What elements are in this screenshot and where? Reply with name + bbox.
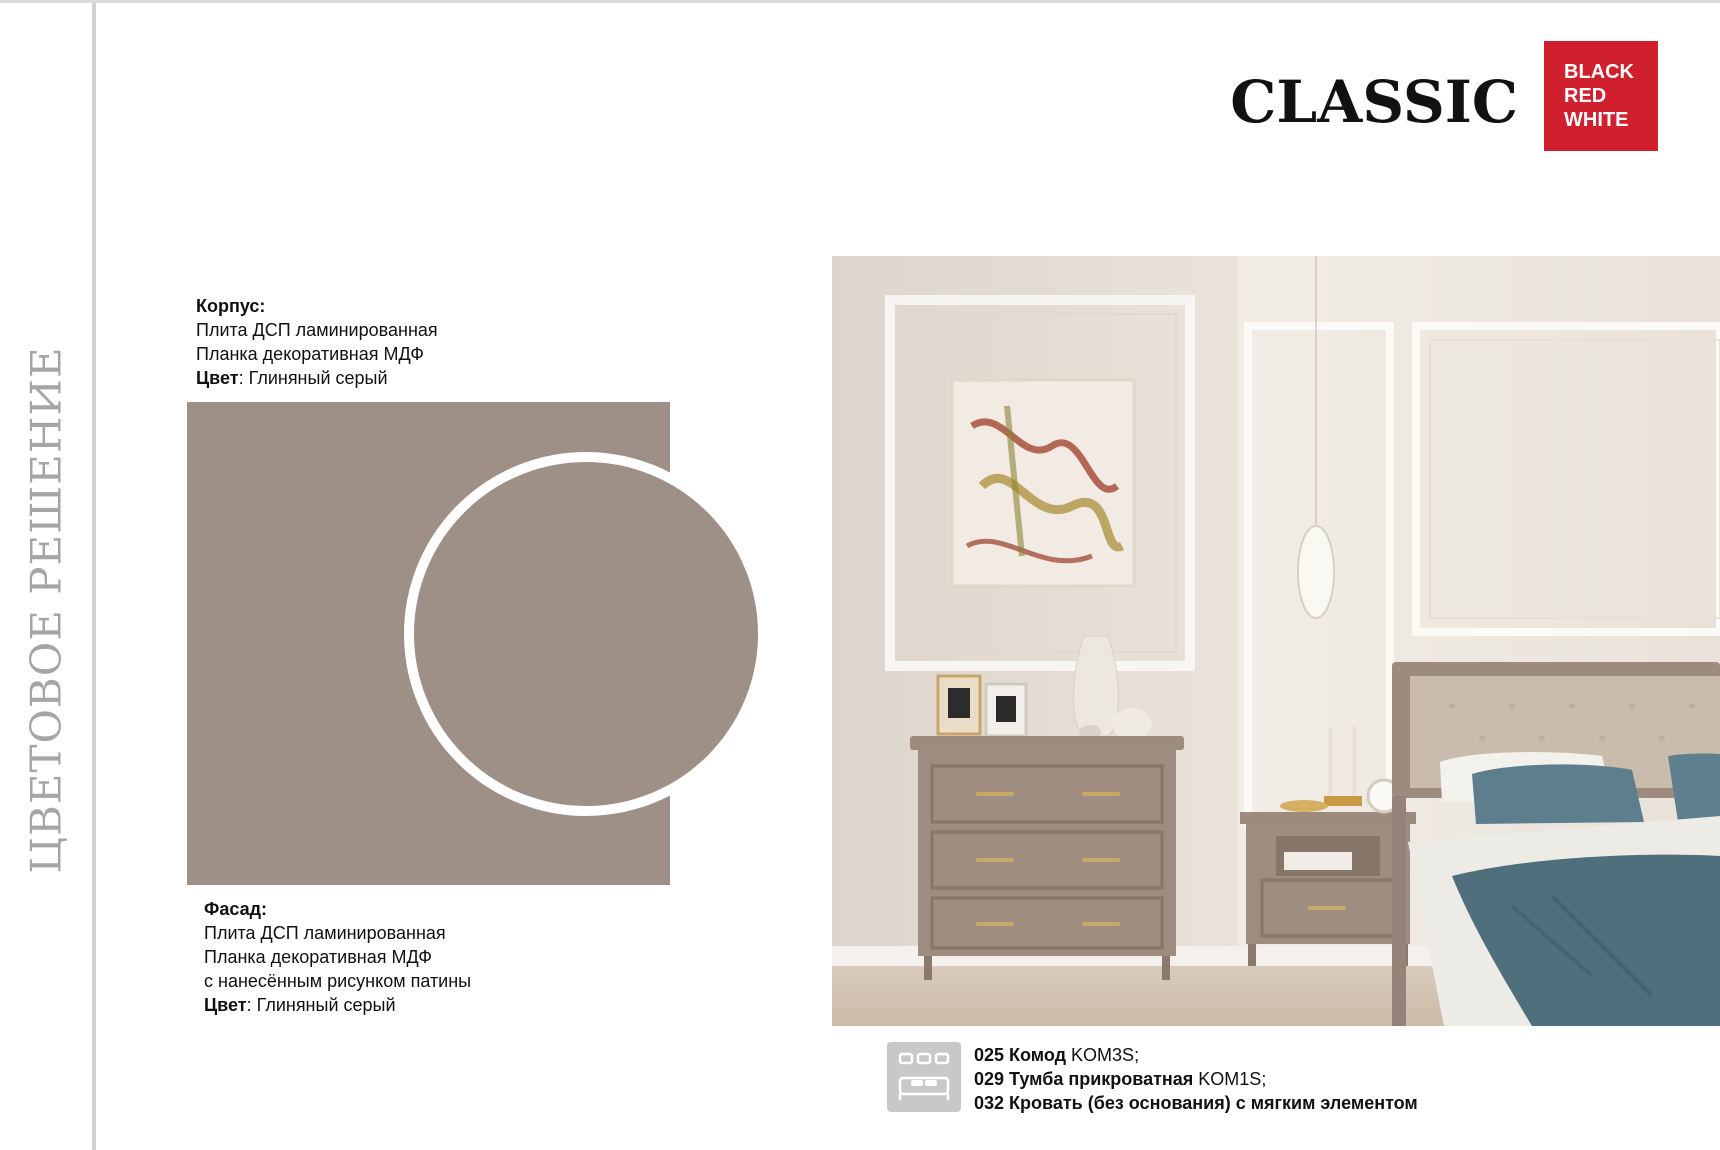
korpus-color-value: : Глиняный серый: [238, 368, 388, 388]
list-item: [974, 1091, 1418, 1115]
top-rule: [0, 0, 1720, 3]
section-title: ЦВЕТОВОЕ РЕШЕНИЕ: [21, 346, 71, 874]
fasad-line-2: Планка декоративная МДФ: [204, 947, 432, 967]
list-item: [974, 1043, 1418, 1067]
fasad-line-1: Плита ДСП ламинированная: [204, 923, 446, 943]
item-code: KOM3S;: [1066, 1045, 1140, 1065]
item-name: 025 Комод: [974, 1045, 1067, 1065]
bedroom-photo: [832, 256, 1720, 1026]
korpus-line-2: Планка декоративная МДФ: [196, 344, 424, 364]
bedroom-icon: [887, 1042, 961, 1112]
brand-logo: [1544, 41, 1658, 151]
fasad-color-value: : Глиняный серый: [246, 995, 396, 1015]
item-name: 029 Тумба прикроватная: [974, 1069, 1194, 1089]
collection-title: CLASSIC: [1230, 68, 1518, 136]
fasad-color-label: Цвет: [204, 995, 247, 1015]
logo-line-2: RED: [1564, 85, 1607, 107]
korpus-color: [196, 366, 438, 390]
fasad-line-3: с нанесённым рисунком патины: [204, 971, 472, 991]
logo-line-1: BLACK: [1564, 61, 1634, 83]
fasad-color: [204, 993, 471, 1017]
korpus-heading: Корпус:: [196, 296, 266, 316]
fasad-spec: [204, 897, 471, 1017]
bedroom-photo-illustration: [832, 256, 1720, 1026]
korpus-line-1: Плита ДСП ламинированная: [196, 320, 438, 340]
korpus-color-label: Цвет: [196, 368, 239, 388]
list-item: [974, 1067, 1418, 1091]
korpus-spec: [196, 294, 438, 390]
fasad-heading: Фасад:: [204, 899, 268, 919]
side-rule: [92, 3, 96, 1150]
bed-icon: [887, 1042, 961, 1112]
logo-line-3: WHITE: [1564, 109, 1629, 131]
color-swatch-circle: [404, 452, 768, 816]
items-list: [974, 1043, 1418, 1115]
item-name: 032 Кровать (без основания) с мягким элементом: [974, 1093, 1418, 1113]
item-code: KOM1S;: [1193, 1069, 1267, 1089]
